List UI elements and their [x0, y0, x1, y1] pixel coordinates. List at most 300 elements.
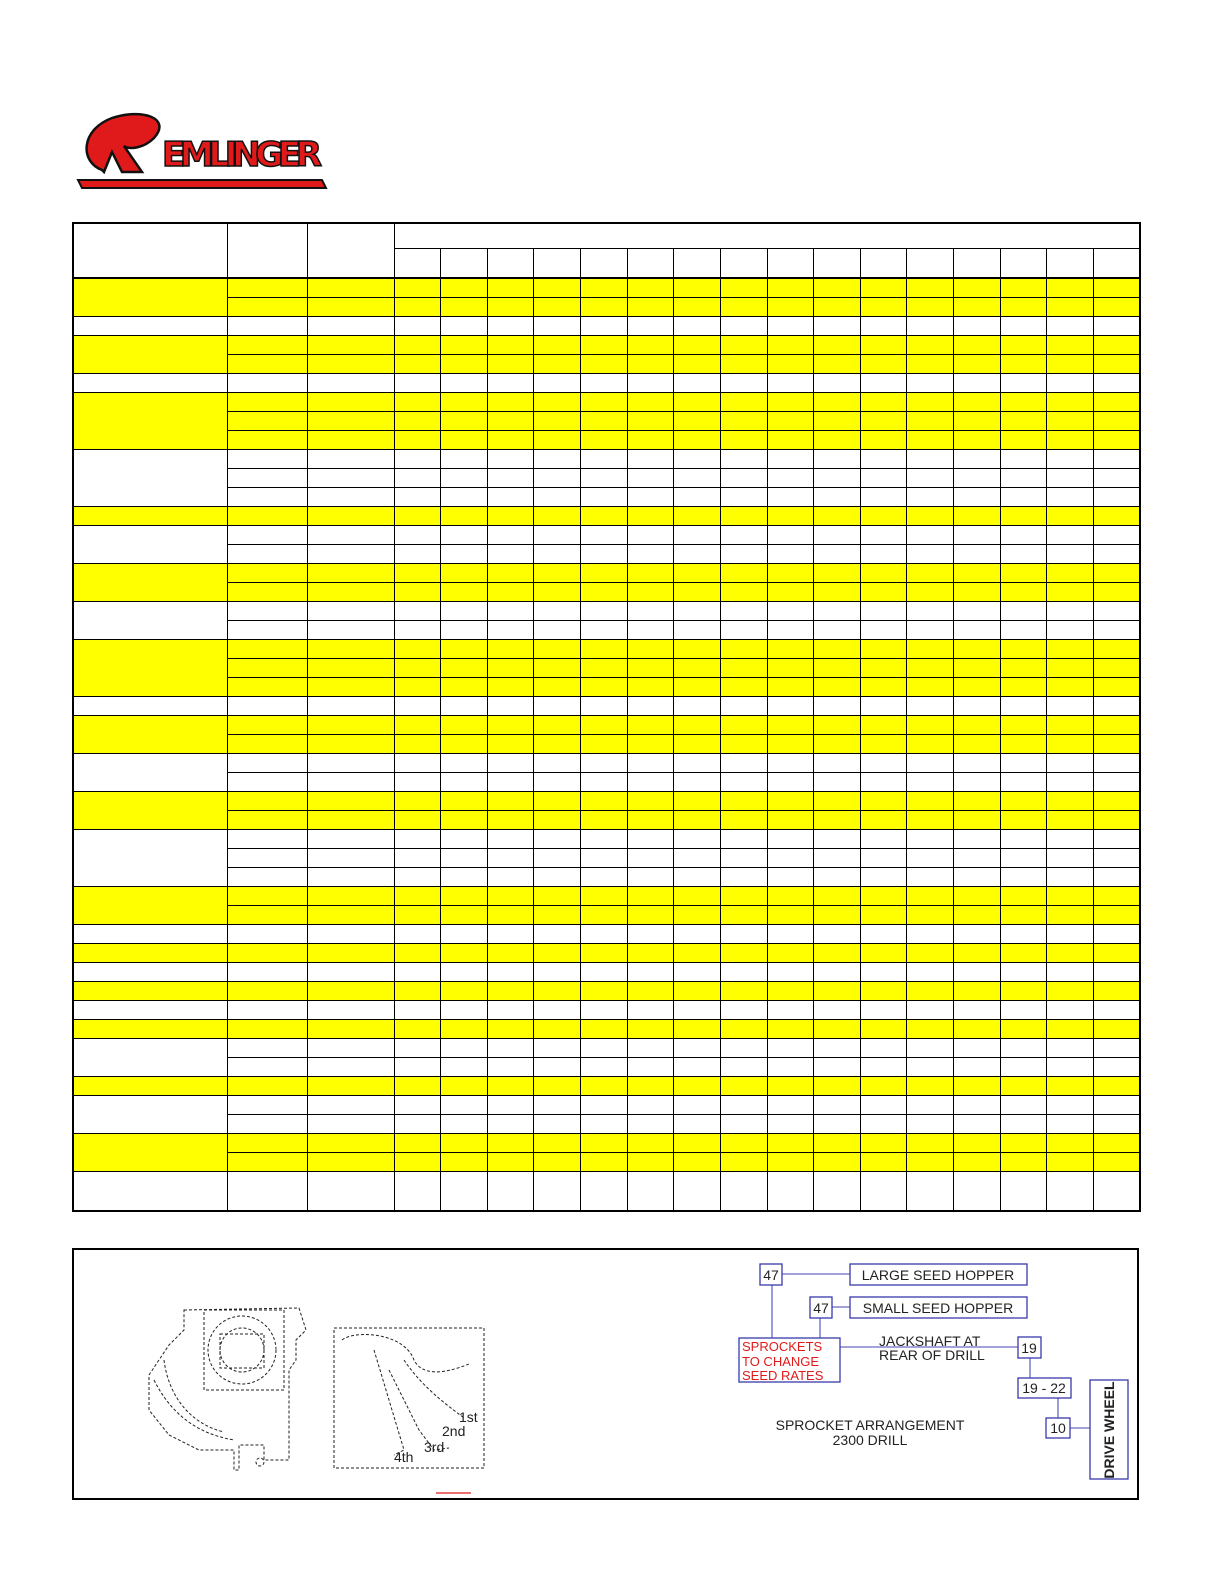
table-cell — [1000, 430, 1047, 449]
table-row — [73, 392, 1140, 411]
table-cell — [227, 506, 307, 525]
table-cell — [1000, 525, 1047, 544]
table-cell — [627, 297, 674, 316]
table-cell — [720, 392, 767, 411]
table-cell — [1093, 487, 1140, 506]
table-cell — [674, 601, 721, 620]
table-cell — [534, 848, 581, 867]
small-hopper-label: SMALL SEED HOPPER — [862, 1300, 1014, 1316]
table-cell — [1093, 1114, 1140, 1133]
table-cell — [487, 1000, 534, 1019]
table-cell — [814, 411, 861, 430]
table-cell — [954, 772, 1001, 791]
table-row — [73, 791, 1140, 810]
table-cell — [1047, 525, 1094, 544]
table-cell — [1047, 1152, 1094, 1171]
small-hopper-sprocket: 47 — [813, 1300, 829, 1316]
table-cell — [720, 1076, 767, 1095]
table-cell — [814, 1076, 861, 1095]
table-cell — [534, 354, 581, 373]
table-cell — [394, 1038, 441, 1057]
table-cell — [720, 658, 767, 677]
table-cell — [627, 354, 674, 373]
table-cell — [627, 525, 674, 544]
table-cell — [954, 1000, 1001, 1019]
table-cell — [394, 753, 441, 772]
table-cell — [394, 696, 441, 715]
table-cell — [227, 582, 307, 601]
table-cell — [720, 449, 767, 468]
table-cell — [441, 335, 488, 354]
table-cell — [627, 734, 674, 753]
table-cell — [814, 677, 861, 696]
table-cell — [441, 449, 488, 468]
crop-cell — [73, 1019, 227, 1038]
table-cell — [307, 411, 394, 430]
table-cell — [581, 753, 628, 772]
table-cell — [581, 658, 628, 677]
diagram-title-line2: 2300 DRILL — [832, 1432, 908, 1448]
table-cell — [307, 696, 394, 715]
table-cell — [1000, 620, 1047, 639]
table-cell — [954, 1076, 1001, 1095]
table-cell — [954, 1038, 1001, 1057]
table-cell — [767, 791, 814, 810]
crop-cell — [73, 715, 227, 753]
table-cell — [627, 1095, 674, 1114]
table-cell — [720, 715, 767, 734]
table-row — [73, 867, 1140, 886]
table-cell — [954, 658, 1001, 677]
table-cell — [394, 487, 441, 506]
rate-group-header — [394, 223, 1140, 248]
table-cell — [441, 1038, 488, 1057]
table-cell — [534, 1000, 581, 1019]
table-cell — [814, 544, 861, 563]
table-cell — [907, 1000, 954, 1019]
table-cell — [1093, 1057, 1140, 1076]
table-cell — [1000, 924, 1047, 943]
table-cell — [441, 1114, 488, 1133]
table-cell — [627, 1152, 674, 1171]
table-cell — [1093, 924, 1140, 943]
table-cell — [487, 1019, 534, 1038]
table-cell — [581, 316, 628, 335]
table-cell — [581, 335, 628, 354]
table-row — [73, 487, 1140, 506]
table-cell — [394, 468, 441, 487]
table-row — [73, 848, 1140, 867]
table-cell — [487, 810, 534, 829]
table-cell — [394, 525, 441, 544]
table-cell — [441, 373, 488, 392]
table-cell — [1000, 1076, 1047, 1095]
table-cell — [954, 297, 1001, 316]
table-cell — [441, 1019, 488, 1038]
table-cell — [394, 962, 441, 981]
change-note-line3: SEED RATES — [742, 1368, 824, 1383]
table-cell — [534, 829, 581, 848]
table-cell — [441, 696, 488, 715]
crop-cell — [73, 525, 227, 563]
table-cell — [814, 392, 861, 411]
table-cell — [227, 867, 307, 886]
table-cell — [814, 335, 861, 354]
table-cell — [534, 943, 581, 962]
table-cell — [487, 962, 534, 981]
table-cell — [1047, 1095, 1094, 1114]
table-cell — [907, 392, 954, 411]
table-cell — [1000, 696, 1047, 715]
table-cell — [1047, 696, 1094, 715]
table-cell — [441, 1057, 488, 1076]
table-cell — [720, 1038, 767, 1057]
table-cell — [307, 1114, 394, 1133]
table-cell — [907, 1114, 954, 1133]
table-cell — [860, 278, 907, 297]
table-cell — [1047, 468, 1094, 487]
table-cell — [907, 639, 954, 658]
svg-text:3rd: 3rd — [424, 1439, 445, 1455]
table-cell — [394, 506, 441, 525]
table-cell — [227, 715, 307, 734]
table-cell — [1047, 981, 1094, 1000]
table-cell — [814, 430, 861, 449]
table-cell — [907, 848, 954, 867]
table-cell — [441, 582, 488, 601]
table-cell — [907, 886, 954, 905]
table-cell — [1047, 620, 1094, 639]
table-cell — [767, 1000, 814, 1019]
table-cell — [627, 1171, 674, 1211]
table-cell — [814, 696, 861, 715]
table-cell — [227, 1000, 307, 1019]
table-row — [73, 525, 1140, 544]
table-cell — [907, 620, 954, 639]
table-cell — [394, 639, 441, 658]
table-cell — [674, 677, 721, 696]
table-cell — [907, 867, 954, 886]
table-cell — [581, 905, 628, 924]
table-cell — [534, 1057, 581, 1076]
table-cell — [720, 411, 767, 430]
table-cell — [954, 1057, 1001, 1076]
table-cell — [674, 525, 721, 544]
table-cell — [307, 335, 394, 354]
table-cell — [720, 278, 767, 297]
table-cell — [227, 430, 307, 449]
crop-cell — [73, 506, 227, 525]
table-cell — [534, 411, 581, 430]
table-cell — [307, 658, 394, 677]
table-cell — [720, 1133, 767, 1152]
rate-header-cell — [1047, 248, 1094, 278]
table-cell — [767, 392, 814, 411]
table-cell — [1047, 1019, 1094, 1038]
table-cell — [627, 392, 674, 411]
table-row — [73, 506, 1140, 525]
table-cell — [627, 639, 674, 658]
table-row — [73, 411, 1140, 430]
rate-header-cell — [441, 248, 488, 278]
table-cell — [581, 867, 628, 886]
table-cell — [674, 468, 721, 487]
sprocket-diagram — [739, 1264, 1128, 1479]
table-cell — [627, 791, 674, 810]
table-cell — [534, 506, 581, 525]
table-cell — [1000, 582, 1047, 601]
rate-header-cell — [627, 248, 674, 278]
table-cell — [534, 468, 581, 487]
table-cell — [907, 1019, 954, 1038]
table-cell — [394, 1171, 441, 1211]
table-cell — [860, 772, 907, 791]
table-cell — [581, 297, 628, 316]
crop-cell — [73, 449, 227, 506]
table-cell — [627, 487, 674, 506]
table-cell — [227, 316, 307, 335]
table-cell — [227, 297, 307, 316]
table-cell — [907, 468, 954, 487]
table-cell — [1000, 1133, 1047, 1152]
table-cell — [307, 753, 394, 772]
table-cell — [1000, 905, 1047, 924]
table-cell — [441, 734, 488, 753]
table-cell — [720, 905, 767, 924]
table-cell — [1047, 278, 1094, 297]
table-row — [73, 658, 1140, 677]
table-cell — [767, 430, 814, 449]
table-cell — [814, 791, 861, 810]
table-row — [73, 715, 1140, 734]
table-cell — [954, 1019, 1001, 1038]
table-cell — [627, 924, 674, 943]
table-cell — [1093, 753, 1140, 772]
table-cell — [227, 601, 307, 620]
table-cell — [907, 924, 954, 943]
table-cell — [1000, 848, 1047, 867]
table-cell — [394, 943, 441, 962]
table-cell — [534, 677, 581, 696]
table-cell — [674, 658, 721, 677]
table-cell — [227, 1133, 307, 1152]
table-cell — [627, 1019, 674, 1038]
table-cell — [307, 601, 394, 620]
table-cell — [394, 373, 441, 392]
crop-cell — [73, 1000, 227, 1019]
table-cell — [907, 506, 954, 525]
table-cell — [1093, 506, 1140, 525]
table-cell — [627, 962, 674, 981]
table-cell — [227, 1114, 307, 1133]
table-cell — [907, 677, 954, 696]
table-cell — [227, 525, 307, 544]
table-cell — [1093, 658, 1140, 677]
table-cell — [814, 715, 861, 734]
table-cell — [860, 373, 907, 392]
table-cell — [307, 1057, 394, 1076]
table-cell — [581, 278, 628, 297]
table-cell — [674, 981, 721, 1000]
table-cell — [627, 582, 674, 601]
table-cell — [767, 734, 814, 753]
rate-header-cell — [907, 248, 954, 278]
table-cell — [860, 487, 907, 506]
rate-header-cell — [1093, 248, 1140, 278]
table-cell — [1093, 981, 1140, 1000]
table-cell — [860, 1038, 907, 1057]
table-cell — [227, 791, 307, 810]
table-cell — [1047, 411, 1094, 430]
table-cell — [307, 1076, 394, 1095]
table-cell — [954, 791, 1001, 810]
table-cell — [860, 1076, 907, 1095]
table-cell — [954, 696, 1001, 715]
table-cell — [954, 1114, 1001, 1133]
table-cell — [814, 829, 861, 848]
table-cell — [307, 544, 394, 563]
svg-text:4th: 4th — [394, 1449, 414, 1465]
table-cell — [534, 563, 581, 582]
table-cell — [1047, 1171, 1094, 1211]
table-cell — [227, 563, 307, 582]
table-cell — [767, 886, 814, 905]
crop-cell — [73, 1076, 227, 1095]
rate-header-cell — [720, 248, 767, 278]
table-cell — [394, 772, 441, 791]
table-cell — [1093, 1133, 1140, 1152]
table-cell — [487, 316, 534, 335]
table-row — [73, 905, 1140, 924]
table-cell — [720, 943, 767, 962]
table-cell — [581, 924, 628, 943]
table-cell — [227, 392, 307, 411]
table-cell — [860, 620, 907, 639]
table-cell — [487, 1095, 534, 1114]
table-cell — [487, 487, 534, 506]
table-cell — [1093, 848, 1140, 867]
table-cell — [581, 430, 628, 449]
table-row — [73, 677, 1140, 696]
table-cell — [627, 905, 674, 924]
table-cell — [1047, 316, 1094, 335]
table-cell — [860, 1152, 907, 1171]
table-cell — [907, 563, 954, 582]
table-cell — [1093, 962, 1140, 981]
table-cell — [1047, 677, 1094, 696]
table-cell — [441, 297, 488, 316]
table-cell — [720, 829, 767, 848]
table-cell — [487, 544, 534, 563]
table-cell — [1093, 886, 1140, 905]
table-cell — [307, 943, 394, 962]
table-cell — [907, 411, 954, 430]
rate-header-cell — [1000, 248, 1047, 278]
table-row — [73, 886, 1140, 905]
table-cell — [1093, 563, 1140, 582]
table-cell — [814, 449, 861, 468]
table-cell — [767, 943, 814, 962]
table-cell — [954, 582, 1001, 601]
table-cell — [674, 506, 721, 525]
table-cell — [307, 620, 394, 639]
table-cell — [394, 848, 441, 867]
table-cell — [534, 1038, 581, 1057]
table-cell — [441, 943, 488, 962]
table-cell — [907, 962, 954, 981]
table-cell — [1093, 677, 1140, 696]
table-cell — [814, 924, 861, 943]
table-cell — [1047, 1057, 1094, 1076]
table-row — [73, 1171, 1140, 1211]
table-cell — [767, 506, 814, 525]
change-note-line2: TO CHANGE — [742, 1354, 820, 1369]
table-cell — [720, 601, 767, 620]
table-cell — [907, 905, 954, 924]
table-cell — [907, 791, 954, 810]
table-cell — [767, 1019, 814, 1038]
table-cell — [674, 1171, 721, 1211]
table-cell — [627, 278, 674, 297]
table-cell — [227, 943, 307, 962]
table-cell — [227, 905, 307, 924]
table-cell — [227, 373, 307, 392]
crop-cell — [73, 373, 227, 392]
table-cell — [487, 639, 534, 658]
table-cell — [581, 829, 628, 848]
table-cell — [860, 1095, 907, 1114]
table-cell — [307, 525, 394, 544]
table-cell — [581, 962, 628, 981]
table-cell — [227, 981, 307, 1000]
table-row — [73, 316, 1140, 335]
table-cell — [627, 696, 674, 715]
table-cell — [1047, 829, 1094, 848]
table-cell — [1047, 639, 1094, 658]
table-cell — [860, 677, 907, 696]
table-cell — [581, 506, 628, 525]
table-cell — [1047, 335, 1094, 354]
crop-cell — [73, 639, 227, 696]
table-cell — [767, 373, 814, 392]
table-row — [73, 449, 1140, 468]
rate-header-cell — [394, 248, 441, 278]
crop-cell — [73, 1095, 227, 1133]
crop-cell — [73, 696, 227, 715]
table-cell — [441, 1095, 488, 1114]
table-cell — [441, 411, 488, 430]
table-cell — [227, 1057, 307, 1076]
table-cell — [907, 354, 954, 373]
table-cell — [720, 468, 767, 487]
table-cell — [394, 867, 441, 886]
table-row — [73, 563, 1140, 582]
table-cell — [1093, 1019, 1140, 1038]
table-cell — [954, 810, 1001, 829]
table-cell — [487, 1171, 534, 1211]
table-cell — [1093, 525, 1140, 544]
table-cell — [720, 1000, 767, 1019]
table-cell — [441, 772, 488, 791]
table-cell — [627, 563, 674, 582]
table-cell — [581, 715, 628, 734]
table-cell — [674, 354, 721, 373]
table-cell — [954, 411, 1001, 430]
table-cell — [394, 1076, 441, 1095]
table-cell — [534, 1133, 581, 1152]
table-cell — [1047, 354, 1094, 373]
table-cell — [1093, 430, 1140, 449]
